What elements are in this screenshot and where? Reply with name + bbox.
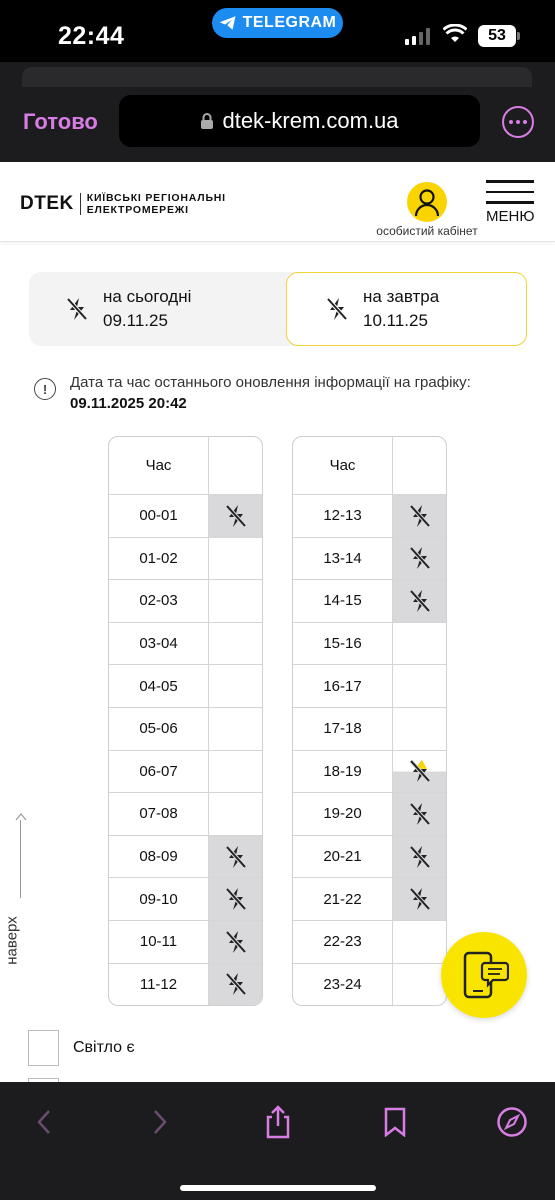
schedule-row xyxy=(293,664,446,707)
schedule-status-cell xyxy=(209,836,262,878)
tab-today-date: 09.11.25 xyxy=(103,311,168,330)
schedule-status-cell xyxy=(393,623,446,665)
schedule-status-cell xyxy=(393,495,446,537)
schedule-row xyxy=(109,664,262,707)
schedule-row xyxy=(293,622,446,665)
schedule-row xyxy=(109,920,262,963)
schedule-row xyxy=(293,579,446,622)
logo-sub-line1: КИЇВСЬКІ РЕГІОНАЛЬНІ xyxy=(86,192,226,204)
schedule-status-cell xyxy=(393,751,446,793)
power-off-icon xyxy=(224,971,248,997)
power-off-icon xyxy=(408,801,432,827)
schedule-hour: 09-10 xyxy=(109,878,209,920)
schedule-row xyxy=(293,792,446,835)
schedule-row xyxy=(293,963,446,1006)
schedule-hour: 23-24 xyxy=(293,964,393,1006)
telegram-icon xyxy=(219,15,237,31)
schedule-status-cell xyxy=(209,878,262,920)
power-off-icon xyxy=(408,886,432,912)
schedule-hour: 19-20 xyxy=(293,793,393,835)
arrow-up-icon xyxy=(15,812,27,822)
schedule-row xyxy=(109,537,262,580)
power-off-icon xyxy=(408,545,432,571)
schedule-status-cell xyxy=(393,665,446,707)
schedule-status-cell xyxy=(209,793,262,835)
schedule-status-cell xyxy=(209,495,262,537)
schedule-status-cell xyxy=(209,921,262,963)
power-off-icon xyxy=(224,503,248,529)
schedule-hour: 18-19 xyxy=(293,751,393,793)
schedule-hour: 20-21 xyxy=(293,836,393,878)
bookmark-icon xyxy=(383,1107,407,1137)
schedule-row xyxy=(109,835,262,878)
menu-label: МЕНЮ xyxy=(486,207,535,225)
schedule-hour: 03-04 xyxy=(109,623,209,665)
schedule-row xyxy=(109,877,262,920)
legend-power-on xyxy=(28,1030,135,1066)
user-icon xyxy=(407,182,447,222)
tab-tomorrow-date: 10.11.25 xyxy=(363,311,428,330)
power-off-icon xyxy=(325,296,349,322)
schedule-row xyxy=(109,707,262,750)
telegram-pill[interactable] xyxy=(212,8,343,38)
schedule-status-cell xyxy=(393,538,446,580)
power-off-icon xyxy=(65,296,89,322)
schedule-status-cell xyxy=(209,538,262,580)
info-icon: ! xyxy=(34,378,56,400)
schedule-row xyxy=(109,579,262,622)
schedule-row xyxy=(293,835,446,878)
schedule-hour: 05-06 xyxy=(109,708,209,750)
schedule-row xyxy=(109,792,262,835)
notice-datetime: 09.11.2025 20:42 xyxy=(70,395,187,412)
browser-chrome xyxy=(0,62,555,162)
schedule-hour: 11-12 xyxy=(109,964,209,1006)
schedule-hour: 22-23 xyxy=(293,921,393,963)
telegram-label: TELEGRAM xyxy=(242,14,337,31)
schedule-hour: 02-03 xyxy=(109,580,209,622)
chat-button[interactable] xyxy=(441,932,527,1018)
schedule-header-row xyxy=(293,437,446,494)
power-off-icon xyxy=(224,844,248,870)
date-tabs xyxy=(29,272,527,346)
tab-tomorrow[interactable] xyxy=(286,272,527,346)
schedule-row xyxy=(109,963,262,1006)
notice-text: Дата та час останнього оновлення інформації на графіку: xyxy=(70,374,471,391)
site-header xyxy=(0,162,555,242)
schedule-hour: 01-02 xyxy=(109,538,209,580)
schedule-hour: 10-11 xyxy=(109,921,209,963)
scroll-top-label: наверх xyxy=(3,916,21,965)
schedule-row xyxy=(293,707,446,750)
schedule-row xyxy=(293,494,446,537)
chevron-right-icon xyxy=(151,1108,169,1136)
dtek-logo[interactable] xyxy=(20,192,226,216)
schedule-status-cell xyxy=(393,580,446,622)
schedule-table-evening xyxy=(292,436,447,1006)
power-off-icon xyxy=(408,503,432,529)
compass-button[interactable] xyxy=(492,1102,532,1142)
schedule-status-cell xyxy=(393,878,446,920)
schedule-status-cell xyxy=(209,580,262,622)
schedule-row xyxy=(293,750,446,793)
logo-subtitle xyxy=(87,192,226,216)
chat-phone-icon xyxy=(459,947,509,1003)
web-page xyxy=(0,162,555,1082)
schedule-hour: 13-14 xyxy=(293,538,393,580)
battery-icon: 53 xyxy=(478,25,516,47)
bookmarks-button[interactable] xyxy=(375,1102,415,1142)
schedule-table-morning xyxy=(108,436,263,1006)
schedule-row xyxy=(109,494,262,537)
background-tab xyxy=(22,67,532,87)
hour-column-header: Час xyxy=(293,437,393,494)
schedule-row xyxy=(293,537,446,580)
scroll-top-line xyxy=(20,820,21,898)
power-off-icon xyxy=(408,588,432,614)
update-notice xyxy=(34,372,514,414)
schedule-status-cell xyxy=(209,665,262,707)
legend-label: Світло є xyxy=(73,1039,135,1056)
back-button[interactable] xyxy=(24,1102,64,1142)
schedule-row xyxy=(109,750,262,793)
schedule-status-cell xyxy=(393,964,446,1006)
address-bar[interactable] xyxy=(119,95,480,147)
home-indicator xyxy=(180,1185,376,1191)
schedule-status-cell xyxy=(393,708,446,750)
schedule-row xyxy=(109,622,262,665)
power-off-icon xyxy=(408,844,432,870)
tab-today[interactable] xyxy=(29,272,286,346)
legend-swatch xyxy=(28,1030,59,1066)
schedule-status-cell xyxy=(209,964,262,1006)
schedule-status-cell xyxy=(209,751,262,793)
schedule-row xyxy=(293,877,446,920)
logo-separator xyxy=(80,193,81,215)
schedule-hour: 07-08 xyxy=(109,793,209,835)
more-options-button[interactable] xyxy=(502,106,534,138)
schedule-status-cell xyxy=(393,793,446,835)
power-off-icon xyxy=(224,886,248,912)
menu-button[interactable] xyxy=(486,180,534,225)
status-time: 22:44 xyxy=(58,22,125,50)
status-column-header xyxy=(209,437,262,494)
schedule-header-row xyxy=(109,437,262,494)
hour-column-header: Час xyxy=(109,437,209,494)
scroll-to-top-button[interactable] xyxy=(2,802,32,972)
schedule-hour: 17-18 xyxy=(293,708,393,750)
tab-tomorrow-label: на завтра xyxy=(363,287,440,306)
schedule-hour: 04-05 xyxy=(109,665,209,707)
schedule-hour: 12-13 xyxy=(293,495,393,537)
schedule-row xyxy=(293,920,446,963)
wifi-icon xyxy=(443,24,467,44)
share-icon xyxy=(263,1105,293,1139)
share-button[interactable] xyxy=(258,1102,298,1142)
schedule-hour: 21-22 xyxy=(293,878,393,920)
schedule-status-cell xyxy=(393,921,446,963)
schedule-status-cell xyxy=(209,708,262,750)
schedule-hour: 14-15 xyxy=(293,580,393,622)
cabinet-label: особистий кабінет xyxy=(376,224,478,238)
cellular-signal-icon xyxy=(405,27,430,45)
power-off-icon xyxy=(408,758,432,784)
lock-icon xyxy=(200,112,214,130)
status-bar xyxy=(0,0,555,62)
tab-today-label: на сьогодні xyxy=(103,287,192,306)
logo-word: DTEK xyxy=(20,193,74,214)
compass-icon xyxy=(496,1106,528,1138)
forward-button[interactable] xyxy=(140,1102,180,1142)
logo-sub-line2: ЕЛЕКТРОМЕРЕЖІ xyxy=(86,204,189,216)
done-button[interactable]: Готово xyxy=(23,109,98,134)
schedule-hour: 00-01 xyxy=(109,495,209,537)
schedule-hour: 06-07 xyxy=(109,751,209,793)
url-text: dtek-krem.com.ua xyxy=(222,108,399,133)
schedule-hour: 16-17 xyxy=(293,665,393,707)
schedule-hour: 08-09 xyxy=(109,836,209,878)
browser-toolbar xyxy=(0,1082,555,1200)
personal-cabinet-button[interactable] xyxy=(371,182,483,238)
chevron-left-icon xyxy=(35,1108,53,1136)
power-off-icon xyxy=(224,929,248,955)
status-column-header xyxy=(393,437,446,494)
schedule-status-cell xyxy=(209,623,262,665)
schedule-hour: 15-16 xyxy=(293,623,393,665)
schedule-status-cell xyxy=(393,836,446,878)
hamburger-icon xyxy=(486,180,534,183)
